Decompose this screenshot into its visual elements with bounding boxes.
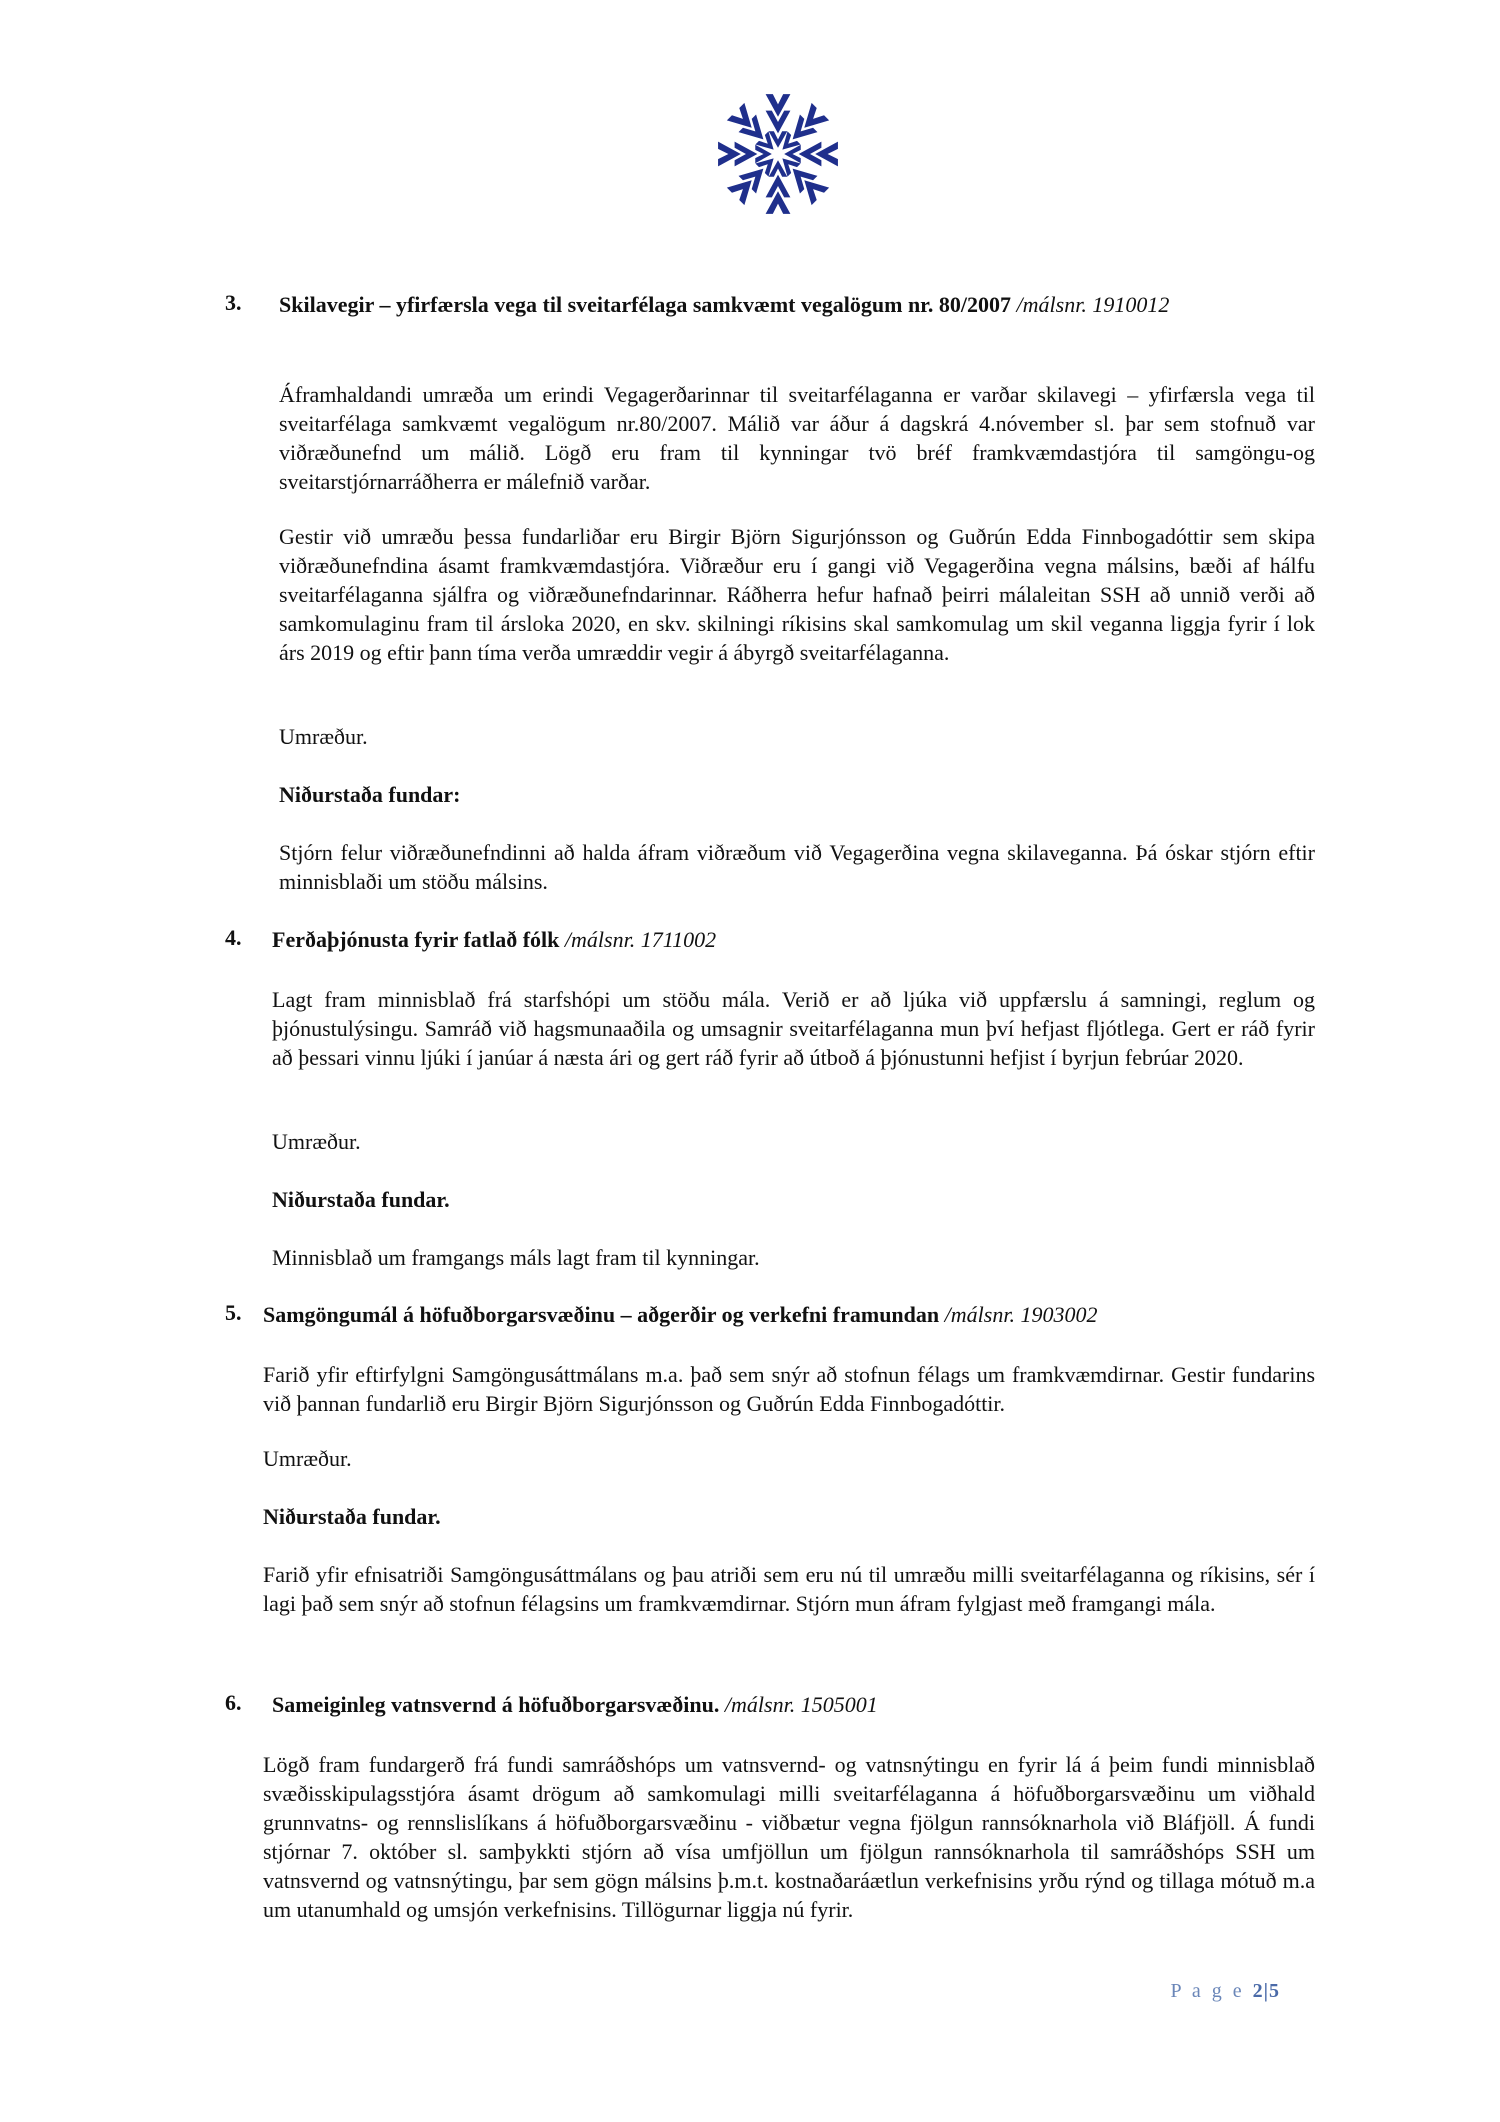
section-3 [225,290,1315,894]
discussion-label: Umræður. [272,1129,361,1154]
section-number: 5. [225,1300,242,1325]
paragraph: Gestir við umræðu þessa fundarliðar eru Birgir Björn Sigurjónsson og Guðrún Edda Finnbogadóttir sem skipa viðræðunefndina ásamt framkvæmdastjóra. Viðræður eru í gangi við Vegagerðina vegna málsins, bæði af hálfu sveitarfélaganna sjálfra og viðræðunefndarinnar. Ráðherra hefur hafnað þeirri málaleitan SSH að unnið verði að samkomulaginu fram til ársloka 2020, en skv. skilningi ríkisins skal samkomulag um skil veganna liggja fyrir í lok árs 2019 og eftir þann tíma verða umræddir vegir á ábyrgð sveitarfélaganna. [279,524,1315,665]
paragraph: Lagt fram minnisblað frá starfshópi um stöðu mála. Verið er að ljúka við uppfærslu á samningi, reglum og þjónustulýsingu. Samráð við hagsmunaaðila og umsagnir sveitarfélaganna mun því hefjast fljótlega. Gert er ráð fyrir að þessari vinnu ljúki í janúar á næsta ári og gert ráð fyrir að útboð á þjónustunni hefjist í byrjun febrúar 2020. [272,987,1315,1070]
case-reference: /málsnr. 1903002 [939,1302,1098,1327]
discussion-label: Umræður. [279,724,368,749]
section-5 [225,1300,1315,1616]
result-text: Stjórn felur viðræðunefndinni að halda áfram viðræðum við Vegagerðina vegna skilaveganna. Þá óskar stjórn eftir minnisblaði um stöðu málsins. [279,840,1315,894]
section-title: Sameiginleg vatnsvernd á höfuðborgarsvæðinu. /málsnr. 1505001 [272,1692,878,1717]
section-title: Ferðaþjónusta fyrir fatlað fólk /málsnr. 1711002 [272,927,717,952]
page-number: 2 [1252,1980,1264,2002]
section-title: Samgöngumál á höfuðborgarsvæðinu – aðgerðir og verkefni framundan /málsnr. 1903002 [263,1302,1098,1327]
page-separator: | [1263,1980,1269,2002]
page-label: P a g e [1170,1980,1245,2002]
section-number: 4. [225,925,242,950]
section-4 [225,925,1315,1270]
result-text: Minnisblað um framgangs máls lagt fram til kynningar. [272,1245,760,1270]
paragraph: Farið yfir eftirfylgni Samgöngusáttmálans m.a. það sem snýr að stofnun félags um framkvæmdirnar. Gestir fundarins við þannan fundarlið eru Birgir Björn Sigurjónsson og Guðrún Edda Finnbogadóttir. [263,1362,1315,1416]
section-title: Skilavegir – yfirfærsla vega til sveitarfélaga samkvæmt vegalögum nr. 80/2007 /málsnr. 1910012 [279,292,1170,317]
snowflake-logo-icon [716,92,840,216]
section-number: 3. [225,290,242,315]
discussion-label: Umræður. [263,1446,352,1471]
section-6 [225,1690,1315,1922]
result-label: Niðurstaða fundar: [279,782,461,807]
paragraph: Lögð fram fundargerð frá fundi samráðshóps um vatnsvernd- og vatnsnýtingu en fyrir lá á þeim fundi minnisblað svæðisskipulagsstjóra ásamt drögum að samkomulagi milli sveitarfélaganna á höfuðborgarsvæðinu um viðhald grunnvatns- og rennslislíkans á höfuðborgarsvæðinu - viðbætur vegna fjölgun rannsóknarhola við Bláfjöll. Á fundi stjórnar 7. október sl. samþykkti stjórn að vísa umfjöllun um fjölgun rannsóknarhola til samráðshóps SSH um vatnsvernd og vatnsnýtingu, þar sem gögn málsins þ.m.t. kostnaðaráætlun verkefnisins yrðu rýnd og tillaga mótuð m.a um utanumhald og umsjón verkefnisins. Tillögurnar liggja nú fyrir. [263,1752,1315,1922]
section-number: 6. [225,1690,242,1715]
page-footer [1170,1980,1280,2003]
case-reference: /málsnr. 1711002 [559,927,717,952]
case-reference: /málsnr. 1910012 [1011,292,1170,317]
case-reference: /málsnr. 1505001 [719,1692,878,1717]
result-label: Niðurstaða fundar. [272,1187,450,1212]
result-text: Farið yfir efnisatriði Samgöngusáttmálans og þau atriði sem eru nú til umræðu milli sveitarfélaganna og ríkisins, sér í lagi það sem snýr að stofnun félagsins um framkvæmdirnar. Stjórn mun áfram fylgjast með framgangi mála. [263,1562,1315,1616]
result-label: Niðurstaða fundar. [263,1504,441,1529]
paragraph: Áframhaldandi umræða um erindi Vegagerðarinnar til sveitarfélaganna er varðar skilavegi – yfirfærsla vega til sveitarfélaga samkvæmt vegalögum nr.80/2007. Málið var áður á dagskrá 4.nóvember sl. þar sem stofnuð var viðræðunefnd um málið. Lögð eru fram til kynningar tvö bréf framkvæmdastjóra til samgöngu-og sveitarstjórnarráðherra er málefnið varðar. [279,382,1315,494]
page-total: 5 [1269,1980,1280,2002]
